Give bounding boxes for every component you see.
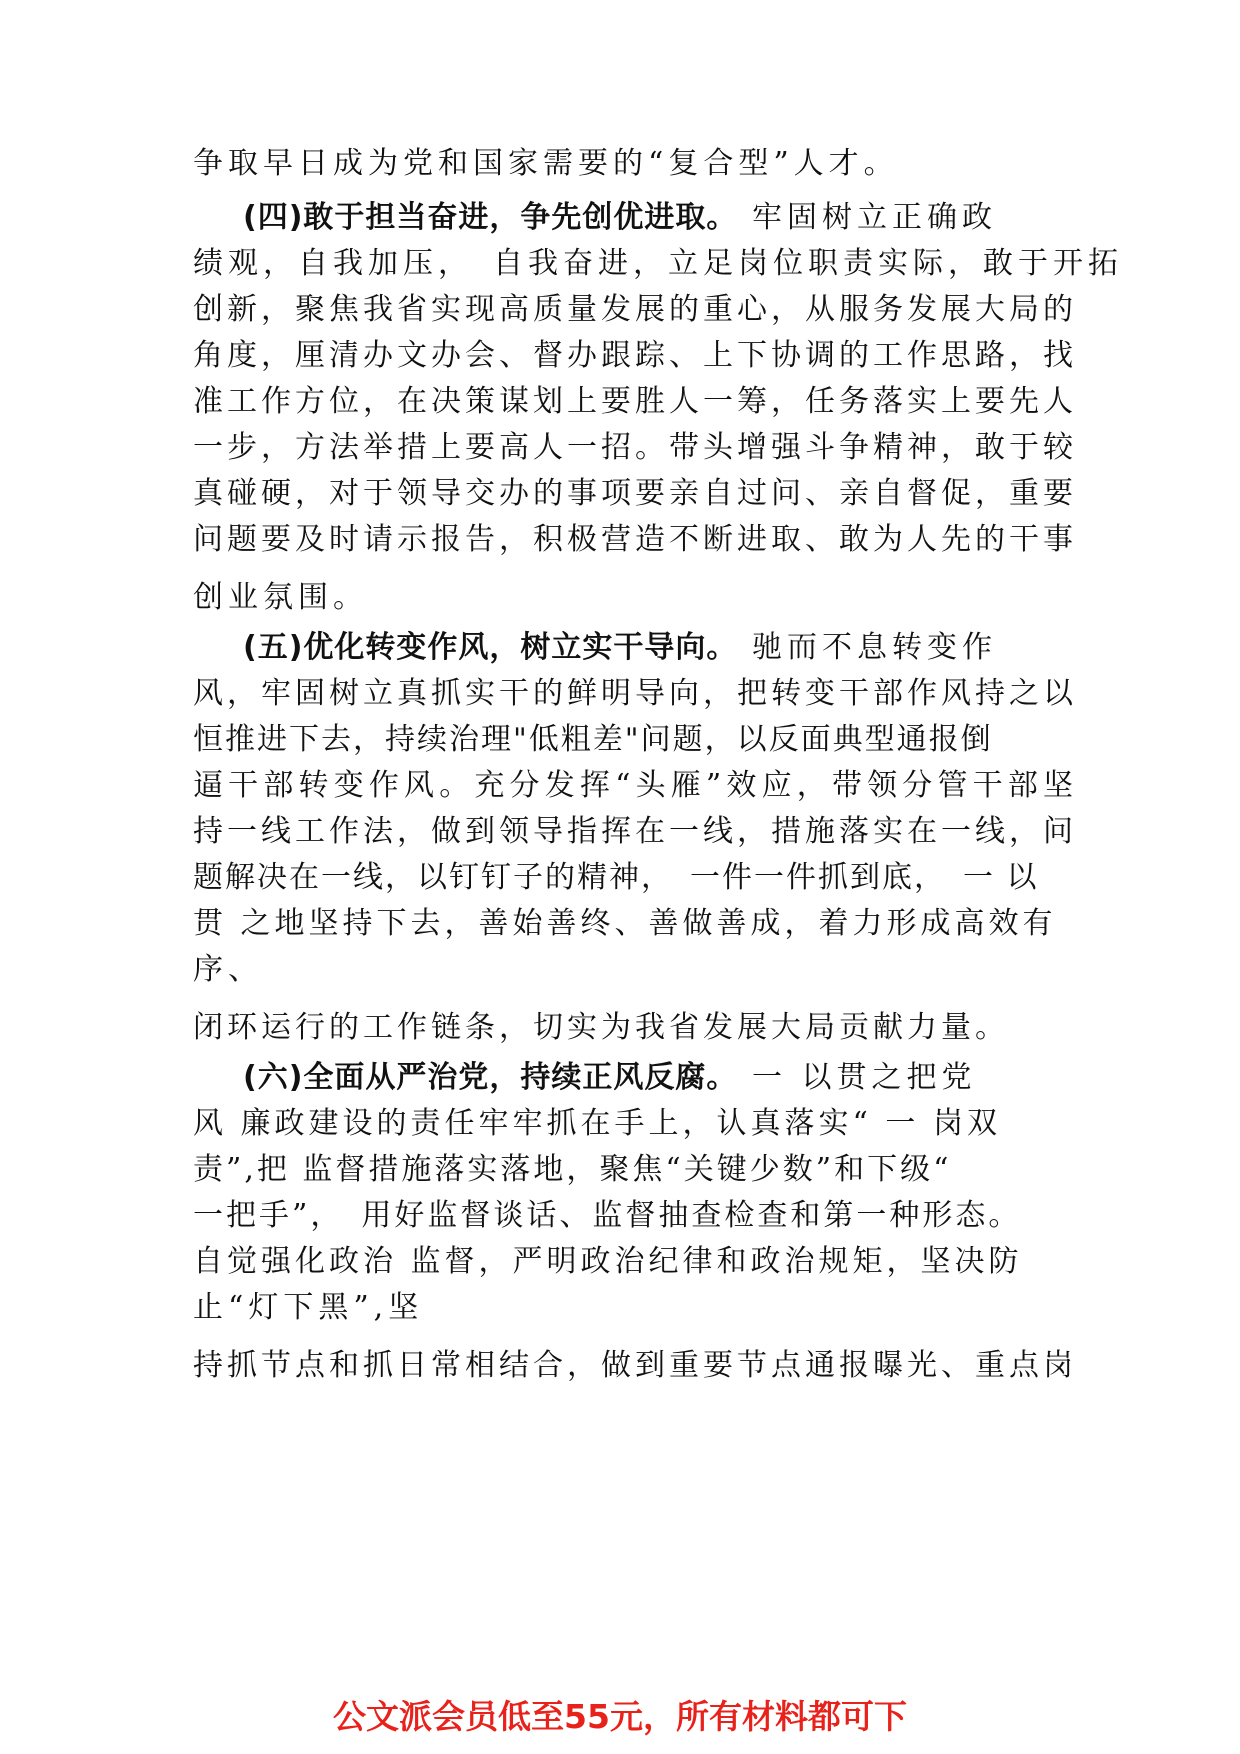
text-line: 角度，厘清办文办会、督办跟踪、上下协调的工作思路，找 [193, 338, 1073, 373]
promo-footer-text: 公文派会员低至55元，所有材料都可下 [333, 1697, 907, 1736]
section-heading-6: (六)全面从严治党，持续正风反腐。 [243, 1060, 738, 1095]
text-line: 持一线工作法，做到领导指挥在一线，措施落实在一线，问 [193, 814, 1073, 849]
text-line: 自觉强化政治 监督，严明政治纪律和政治规矩，坚决防 [193, 1244, 1023, 1279]
text-line: 一步，方法举措上要高人一招。带头增强斗争精神，敢于较 [193, 430, 1073, 465]
section-heading-line: (五)优化转变作风，树立实干导向。 驰而不息转变作 [243, 630, 997, 665]
text-line: 真碰硬，对于领导交办的事项要亲自过问、亲自督促，重要 [193, 476, 1073, 511]
text-line: 止“灯下黑”,坚 [193, 1290, 424, 1325]
promo-footer [0, 1697, 1240, 1737]
text-line: 风 廉政建设的责任牢牢抓在手上，认真落实“ 一 岗双 [193, 1106, 1001, 1141]
text-line: 创业氛围。 [193, 580, 368, 615]
section-heading-4: (四)敢于担当奋进，争先创优进取。 [243, 200, 738, 235]
text-line: 创新，聚焦我省实现高质量发展的重心，从服务发展大局的 [193, 292, 1073, 327]
text-line: 绩观，自我加压， 自我奋进，立足岗位职责实际，敢于开拓 [193, 246, 1123, 281]
text-line: 题解决在一线，以钉钉子的精神， 一件一件抓到底， 一 以 [193, 860, 1039, 895]
section-heading-5: (五)优化转变作风，树立实干导向。 [243, 630, 738, 665]
text-line: 一把手”， 用好监督谈话、监督抽查检查和第一种形态。 [193, 1198, 1022, 1233]
text-line: 问题要及时请示报告，积极营造不断进取、敢为人先的干事 [193, 522, 1073, 557]
section-heading-line: (四)敢于担当奋进，争先创优进取。 牢固树立正确政 [243, 200, 997, 235]
text-line: 贯 之地坚持下去，善始善终、善做善成，着力形成高效有 [193, 906, 1057, 941]
text-line: 逼干部转变作风。充分发挥“头雁”效应，带领分管干部坚 [193, 768, 1073, 803]
text-line: 恒推进下去，持续治理"低粗差"问题，以反面典型通报倒 [193, 722, 993, 757]
section-heading-line: (六)全面从严治党，持续正风反腐。 一 以贯之把党 [243, 1060, 977, 1095]
text-line: 持抓节点和抓日常相结合，做到重要节点通报曝光、重点岗 [193, 1348, 1073, 1383]
text-line: 责”,把 监督措施落实落地，聚焦“关键少数”和下级“ [193, 1152, 952, 1187]
text-line: 准工作方位，在决策谋划上要胜人一筹，任务落实上要先人 [193, 384, 1073, 419]
text-line: 争取早日成为党和国家需要的“复合型”人才。 [193, 146, 899, 181]
text-line: 风，牢固树立真抓实干的鲜明导向，把转变干部作风持之以 [193, 676, 1073, 711]
text-line: 序、 [193, 952, 263, 987]
text-line: 闭环运行的工作链条，切实为我省发展大局贡献力量。 [193, 1010, 1009, 1045]
